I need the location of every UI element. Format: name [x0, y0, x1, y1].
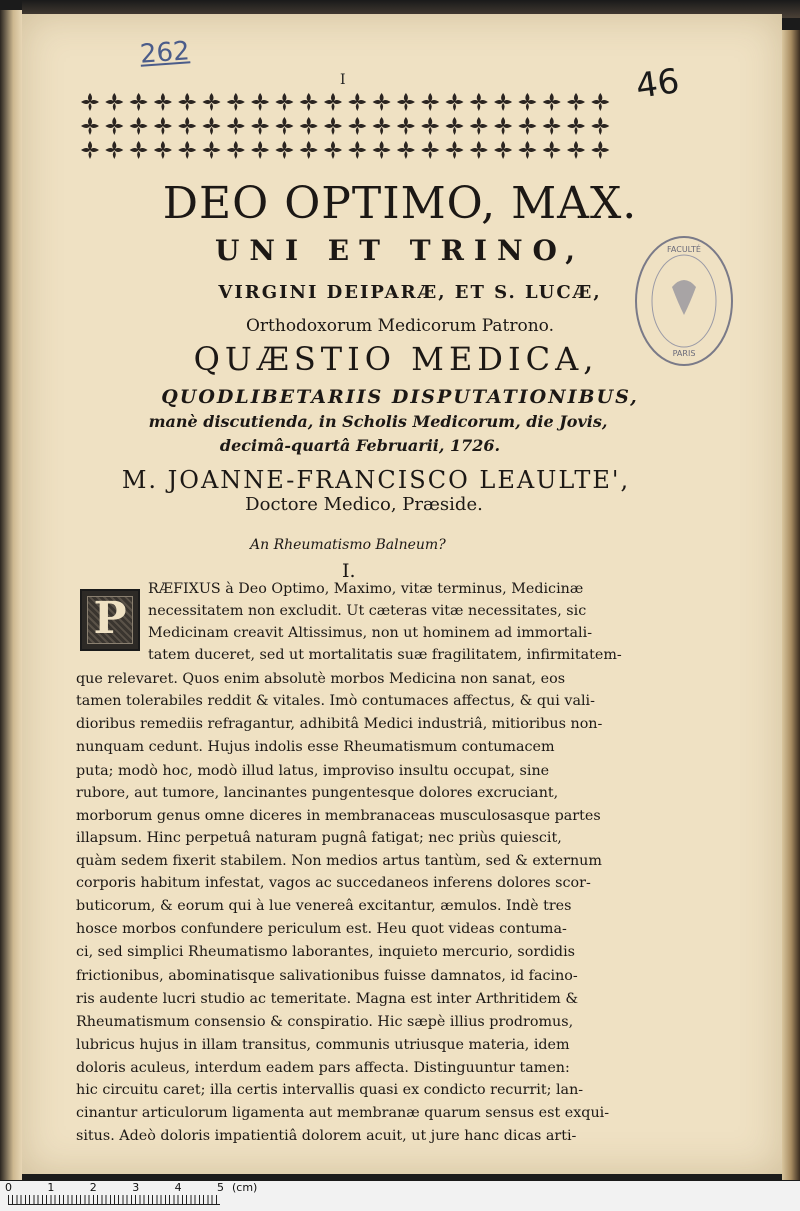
fleuron-icon [348, 117, 366, 135]
body-line: nunquam cedunt. Hujus indolis esse Rheumatismum contumacem [76, 739, 555, 755]
fleuron-icon [591, 117, 609, 135]
body-line: dioribus remediis refragantur, adhibitâ Medici industriâ, mitioribus non- [76, 716, 603, 732]
fleuron-icon [518, 141, 536, 159]
ruler-tick-label: 3 [132, 1181, 140, 1194]
body-line: buticorum, & eorum qui à lue venereâ excitantur, æmulos. Indè tres [76, 898, 572, 914]
fleuron-icon [251, 93, 269, 111]
fleuron-icon [421, 117, 439, 135]
body-line: rubore, aut tumore, lancinantes pungentesque dolores excruciant, [76, 785, 559, 801]
body-line: tatem duceret, sed ut mortalitatis suæ fragilitatem, infirmitatem- [148, 647, 622, 663]
ruler-tick-label: 2 [89, 1181, 97, 1194]
body-line: lubricus hujus in illam transitus, communis utriusque materia, idem [76, 1037, 570, 1053]
fleuron-icon [421, 141, 439, 159]
fleuron-icon [446, 93, 464, 111]
fleuron-icon [227, 93, 245, 111]
fleuron-icon [227, 141, 245, 159]
body-line: hosce morbos confundere periculum est. Heu quot videas contuma- [76, 921, 567, 937]
handwritten-folio-number: 46 [633, 61, 682, 107]
title-line-6: QUODLIBETARIIS DISPUTATIONIBUS, [161, 386, 639, 408]
fleuron-icon [227, 117, 245, 135]
fleuron-icon [543, 93, 561, 111]
body-line: cinantur articulorum ligamenta aut membranæ quarum sensus est exqui- [76, 1105, 610, 1121]
fleuron-icon [130, 141, 148, 159]
body-line: Medicinam creavit Altissimus, non ut hominem ad immortali- [148, 625, 593, 641]
fleuron-icon [518, 93, 536, 111]
body-line: necessitatem non excludit. Ut cæteras vitæ necessitates, sic [148, 603, 587, 619]
title-line-8: decimâ-quartâ Februarii, 1726. [219, 436, 501, 455]
fleuron-icon [105, 93, 123, 111]
signature-mark: I [340, 72, 346, 88]
svg-text:FACULTÉ: FACULTÉ [667, 245, 701, 254]
fleuron-icon [203, 117, 221, 135]
fleuron-icon [275, 141, 293, 159]
fleuron-icon [154, 141, 172, 159]
fleuron-icon [275, 93, 293, 111]
ruler-tick-label: 4 [174, 1181, 182, 1194]
drop-cap-letter: P [93, 593, 127, 644]
fleuron-icon [178, 141, 196, 159]
fleuron-icon [421, 93, 439, 111]
body-line: doloris aculeus, interdum eadem pars affecta. Distinguuntur tamen: [76, 1060, 570, 1076]
fleuron-icon [446, 117, 464, 135]
fleuron-icon [300, 141, 318, 159]
ruler-tick-label: 1 [47, 1181, 55, 1194]
fleuron-icon [494, 93, 512, 111]
body-line: hic circuitu caret; illa certis intervallis quasi ex condicto recurrit; lan- [76, 1082, 584, 1098]
scale-strip-background [250, 1181, 800, 1211]
scale-ruler [0, 1181, 258, 1211]
fleuron-icon [105, 117, 123, 135]
title-line-3: VIRGINI DEIPARÆ, ET S. LUCÆ, [218, 282, 602, 303]
fleuron-ornament-band [78, 90, 618, 162]
fleuron-icon [324, 141, 342, 159]
body-line: que relevaret. Quos enim absolutè morbos Medicina non sanat, eos [76, 671, 566, 687]
fleuron-icon [81, 117, 99, 135]
body-line: Rheumatismum consensio & conspiratio. Hic sæpè illius prodromus, [76, 1014, 574, 1030]
title-line-10: Doctore Medico, Præside. [245, 494, 483, 515]
body-line: puta; modò hoc, modò illud latus, improviso insultu occupat, sine [76, 763, 550, 779]
fleuron-icon [203, 93, 221, 111]
fleuron-icon [543, 117, 561, 135]
drop-cap-initial [80, 589, 140, 651]
body-line: RÆFIXUS à Deo Optimo, Maximo, vitæ terminus, Medicinæ [148, 581, 584, 597]
body-line: ris audente lucri studio ac temeritate. Magna est inter Arthritidem & [76, 991, 579, 1007]
fleuron-icon [591, 93, 609, 111]
fleuron-icon [251, 117, 269, 135]
body-line: quàm sedem fixerit stabilem. Non medios artus tantùm, sed & externum [76, 853, 602, 869]
fleuron-icon [178, 93, 196, 111]
fleuron-icon [470, 117, 488, 135]
fleuron-icon [446, 141, 464, 159]
fleuron-icon [494, 117, 512, 135]
thesis-question: An Rheumatismo Balneum? [250, 537, 446, 553]
fleuron-icon [275, 117, 293, 135]
fleuron-icon [567, 117, 585, 135]
title-line-1: DEO OPTIMO, MAX. [162, 178, 638, 229]
shelf-mark-annotation: 262 [139, 36, 191, 70]
fleuron-icon [494, 141, 512, 159]
title-line-9: M. JOANNE-FRANCISCO LEAULTE', [121, 466, 631, 494]
body-line: frictionibus, abominatisque salivationibus fuisse damnatos, id facino- [76, 968, 578, 984]
fleuron-icon [203, 141, 221, 159]
title-line-7: manè discutienda, in Scholis Medicorum, die Jovis, [148, 412, 608, 431]
fleuron-icon [324, 117, 342, 135]
fleuron-icon [470, 93, 488, 111]
fleuron-icon [81, 93, 99, 111]
fleuron-icon [348, 93, 366, 111]
ruler-unit-label: (cm) [232, 1181, 258, 1194]
fleuron-icon [567, 93, 585, 111]
body-line: illapsum. Hinc perpetuâ naturam pugnâ fatigat; nec priùs quiescit, [76, 830, 562, 846]
fleuron-icon [543, 141, 561, 159]
fleuron-icon [397, 117, 415, 135]
fleuron-icon [470, 141, 488, 159]
body-line: corporis habitum infestat, vagos ac succedaneos inferens dolores scor- [76, 875, 591, 891]
ruler-baseline [8, 1204, 220, 1205]
fleuron-icon [591, 141, 609, 159]
fleuron-icon [178, 117, 196, 135]
fleuron-icon [518, 117, 536, 135]
fleuron-icon [397, 93, 415, 111]
fleuron-icon [300, 93, 318, 111]
body-line: tamen tolerabiles reddit & vitales. Imò contumaces affectus, & qui vali- [76, 693, 595, 709]
fleuron-icon [81, 141, 99, 159]
fleuron-icon [251, 141, 269, 159]
ruler-tick-label: 5 [217, 1181, 224, 1194]
fleuron-icon [373, 93, 391, 111]
body-line: situs. Adeò doloris impatientiâ dolorem acuit, ut jure hanc dicas arti- [76, 1128, 577, 1144]
body-line: morborum genus omne diceres in membranaceas musculosasque partes [76, 808, 601, 824]
title-line-4: Orthodoxorum Medicorum Patrono. [245, 316, 555, 336]
fleuron-icon [348, 141, 366, 159]
fleuron-icon [373, 117, 391, 135]
ruler-tick-label: 0 [5, 1181, 12, 1194]
fleuron-icon [567, 141, 585, 159]
fleuron-icon [154, 93, 172, 111]
fleuron-icon [105, 141, 123, 159]
fleuron-icon [324, 93, 342, 111]
fleuron-icon [397, 141, 415, 159]
section-numeral: I. [342, 560, 356, 582]
fleuron-icon [373, 141, 391, 159]
fleuron-icon [130, 93, 148, 111]
body-line: ci, sed simplici Rheumatismo laborantes, inquieto mercurio, sordidis [76, 944, 575, 960]
fleuron-icon [300, 117, 318, 135]
fleuron-icon [154, 117, 172, 135]
title-line-5: QUÆSTIO MEDICA, [193, 340, 599, 378]
fleuron-icon [130, 117, 148, 135]
svg-text:PARIS: PARIS [672, 349, 696, 358]
title-line-2: UNI ET TRINO, [214, 234, 586, 267]
